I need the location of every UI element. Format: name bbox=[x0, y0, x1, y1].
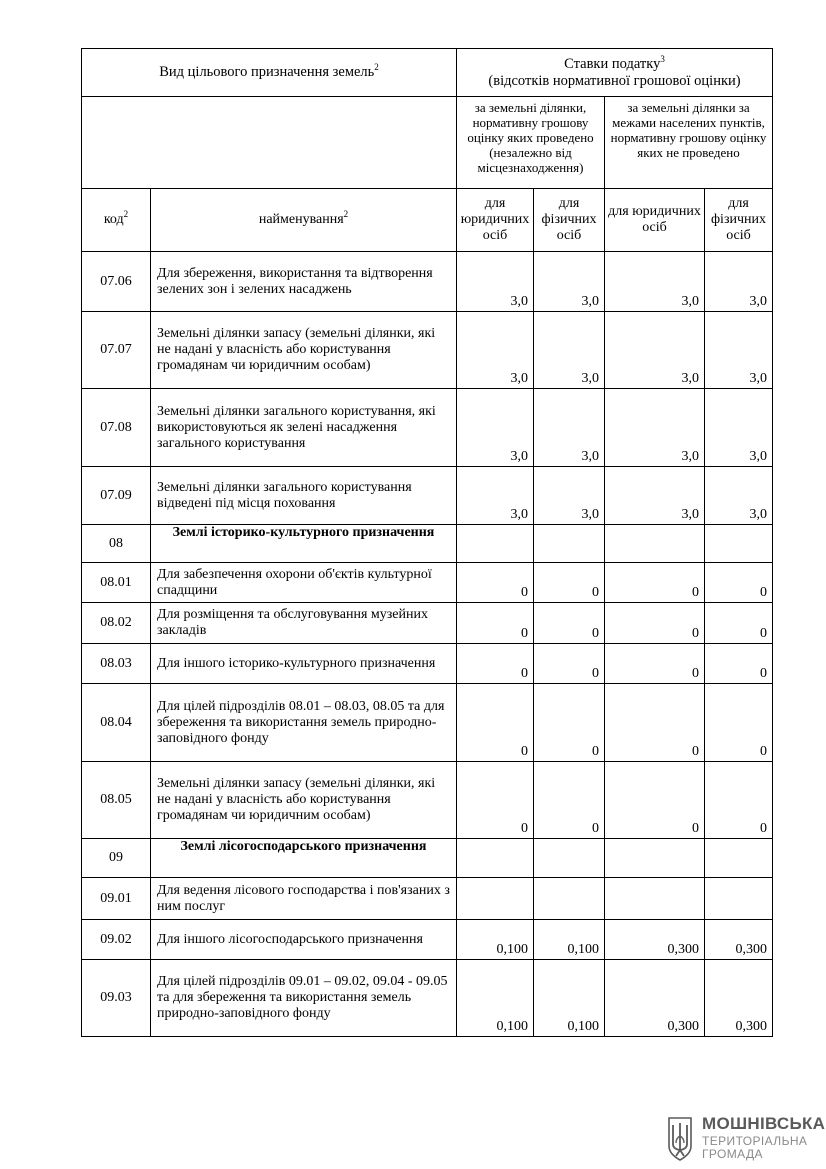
row-name: Для іншого лісогосподарського призначення bbox=[151, 920, 457, 960]
header-physical-2: для фізичних осіб bbox=[705, 189, 773, 252]
community-logo bbox=[666, 1114, 826, 1162]
table-row bbox=[82, 878, 773, 920]
row-name: Для ведення лісового господарства і пов'язаних з ним послуг bbox=[151, 878, 457, 920]
row-value: 3,0 bbox=[534, 467, 605, 525]
header-code: код$^2$ bbox=[82, 189, 151, 252]
group-title: Землі лісогосподарського призначення bbox=[151, 839, 457, 878]
row-code: 09.02 bbox=[82, 920, 151, 960]
row-code: 08.05 bbox=[82, 762, 151, 839]
table-row bbox=[82, 960, 773, 1037]
row-value: 0 bbox=[457, 762, 534, 839]
row-value bbox=[534, 878, 605, 920]
row-code: 08.01 bbox=[82, 563, 151, 603]
group-code: 09 bbox=[82, 839, 151, 878]
table-row bbox=[82, 467, 773, 525]
row-value: 0 bbox=[534, 684, 605, 762]
table-row bbox=[82, 603, 773, 644]
row-name: Для іншого історико-культурного призначення bbox=[151, 644, 457, 684]
row-value: 0 bbox=[605, 563, 705, 603]
header-rates: Ставки податку$^3$ (відсотків нормативної грошової оцінки) bbox=[457, 49, 773, 97]
table-row bbox=[82, 684, 773, 762]
row-code: 09.01 bbox=[82, 878, 151, 920]
row-value: 3,0 bbox=[705, 252, 773, 312]
row-value: 3,0 bbox=[605, 389, 705, 467]
row-value: 0 bbox=[534, 563, 605, 603]
row-value: 3,0 bbox=[605, 252, 705, 312]
row-value: 0 bbox=[705, 684, 773, 762]
table-row bbox=[82, 920, 773, 960]
row-value: 0 bbox=[705, 762, 773, 839]
header-blank bbox=[82, 97, 457, 189]
header-legal-1: для юридичних осіб bbox=[457, 189, 534, 252]
row-name: Земельні ділянки загального користування відведені під місця поховання bbox=[151, 467, 457, 525]
row-value bbox=[605, 878, 705, 920]
group-row bbox=[82, 525, 773, 563]
table-row bbox=[82, 644, 773, 684]
row-value: 3,0 bbox=[457, 467, 534, 525]
row-value: 0,300 bbox=[605, 960, 705, 1037]
row-value: 0 bbox=[534, 762, 605, 839]
row-value: 0,100 bbox=[457, 920, 534, 960]
row-name: Для збереження, використання та відтворення зелених зон і зелених насаджень bbox=[151, 252, 457, 312]
row-code: 08.02 bbox=[82, 603, 151, 644]
row-value: 0,300 bbox=[705, 920, 773, 960]
row-value: 3,0 bbox=[534, 389, 605, 467]
row-name: Земельні ділянки загального користування, які використовуються як зелені насадження загального користування bbox=[151, 389, 457, 467]
header-legal-2: для юридичних осіб bbox=[605, 189, 705, 252]
row-code: 07.09 bbox=[82, 467, 151, 525]
row-name: Для забезпечення охорони об'єктів культурної спадщини bbox=[151, 563, 457, 603]
row-value: 0 bbox=[457, 603, 534, 644]
row-value: 0 bbox=[605, 603, 705, 644]
table-row bbox=[82, 762, 773, 839]
row-code: 07.07 bbox=[82, 312, 151, 389]
row-value bbox=[705, 878, 773, 920]
logo-line-2: ТЕРИТОРІАЛЬНА bbox=[702, 1134, 808, 1148]
row-value: 0,100 bbox=[534, 960, 605, 1037]
row-value: 3,0 bbox=[457, 312, 534, 389]
header-without-valuation: за земельні ділянки за межами населених пунктів, нормативну грошову оцінку яких не проведено bbox=[605, 97, 773, 189]
row-value: 0,100 bbox=[457, 960, 534, 1037]
row-value: 0 bbox=[705, 563, 773, 603]
row-value bbox=[457, 878, 534, 920]
row-value: 0 bbox=[605, 644, 705, 684]
row-code: 08.04 bbox=[82, 684, 151, 762]
row-name: Земельні ділянки запасу (земельні ділянки, які не надані у власність або користування громадянам чи юридичним особам) bbox=[151, 312, 457, 389]
group-code: 08 bbox=[82, 525, 151, 563]
row-value: 3,0 bbox=[534, 312, 605, 389]
tax-rates-table bbox=[81, 48, 773, 1037]
table-row bbox=[82, 389, 773, 467]
tryzub-icon bbox=[666, 1116, 694, 1162]
row-code: 07.08 bbox=[82, 389, 151, 467]
row-value: 0 bbox=[457, 684, 534, 762]
header-physical-1: для фізичних осіб bbox=[534, 189, 605, 252]
row-value: 3,0 bbox=[705, 389, 773, 467]
row-value: 3,0 bbox=[457, 252, 534, 312]
row-value: 0 bbox=[534, 603, 605, 644]
row-value: 3,0 bbox=[705, 312, 773, 389]
row-value: 0 bbox=[705, 603, 773, 644]
row-value: 0,300 bbox=[705, 960, 773, 1037]
table-row bbox=[82, 563, 773, 603]
row-value: 3,0 bbox=[605, 312, 705, 389]
logo-line-1: МОШНІВСЬКА bbox=[702, 1114, 826, 1133]
logo-line-3: ГРОМАДА bbox=[702, 1147, 763, 1161]
group-row bbox=[82, 839, 773, 878]
row-value: 0 bbox=[705, 644, 773, 684]
row-value: 3,0 bbox=[457, 389, 534, 467]
group-title: Землі історико-культурного призначення bbox=[151, 525, 457, 563]
row-name: Для розміщення та обслуговування музейних закладів bbox=[151, 603, 457, 644]
row-value: 3,0 bbox=[534, 252, 605, 312]
row-value: 3,0 bbox=[605, 467, 705, 525]
row-value: 0 bbox=[457, 563, 534, 603]
row-value: 0,100 bbox=[534, 920, 605, 960]
header-name: найменування$^2$ bbox=[151, 189, 457, 252]
row-name: Для цілей підрозділів 09.01 – 09.02, 09.04 - 09.05 та для збереження та використання земель природно-заповідного фонду bbox=[151, 960, 457, 1037]
row-name: Для цілей підрозділів 08.01 – 08.03, 08.05 та для збереження та використання земель природно-заповідного фонду bbox=[151, 684, 457, 762]
row-value: 0 bbox=[457, 644, 534, 684]
header-purpose-type: Вид цільового призначення земель$^2$ bbox=[82, 49, 457, 97]
table-row bbox=[82, 312, 773, 389]
row-value: 3,0 bbox=[705, 467, 773, 525]
row-value: 0 bbox=[534, 644, 605, 684]
row-value: 0 bbox=[605, 762, 705, 839]
row-value: 0,300 bbox=[605, 920, 705, 960]
row-code: 08.03 bbox=[82, 644, 151, 684]
row-name: Земельні ділянки запасу (земельні ділянки, які не надані у власність або користування громадянам чи юридичним особам) bbox=[151, 762, 457, 839]
header-with-valuation: за земельні ділянки, нормативну грошову оцінку яких проведено (незалежно від місцезнаходження) bbox=[457, 97, 605, 189]
table-row bbox=[82, 252, 773, 312]
row-value: 0 bbox=[605, 684, 705, 762]
row-code: 07.06 bbox=[82, 252, 151, 312]
row-code: 09.03 bbox=[82, 960, 151, 1037]
